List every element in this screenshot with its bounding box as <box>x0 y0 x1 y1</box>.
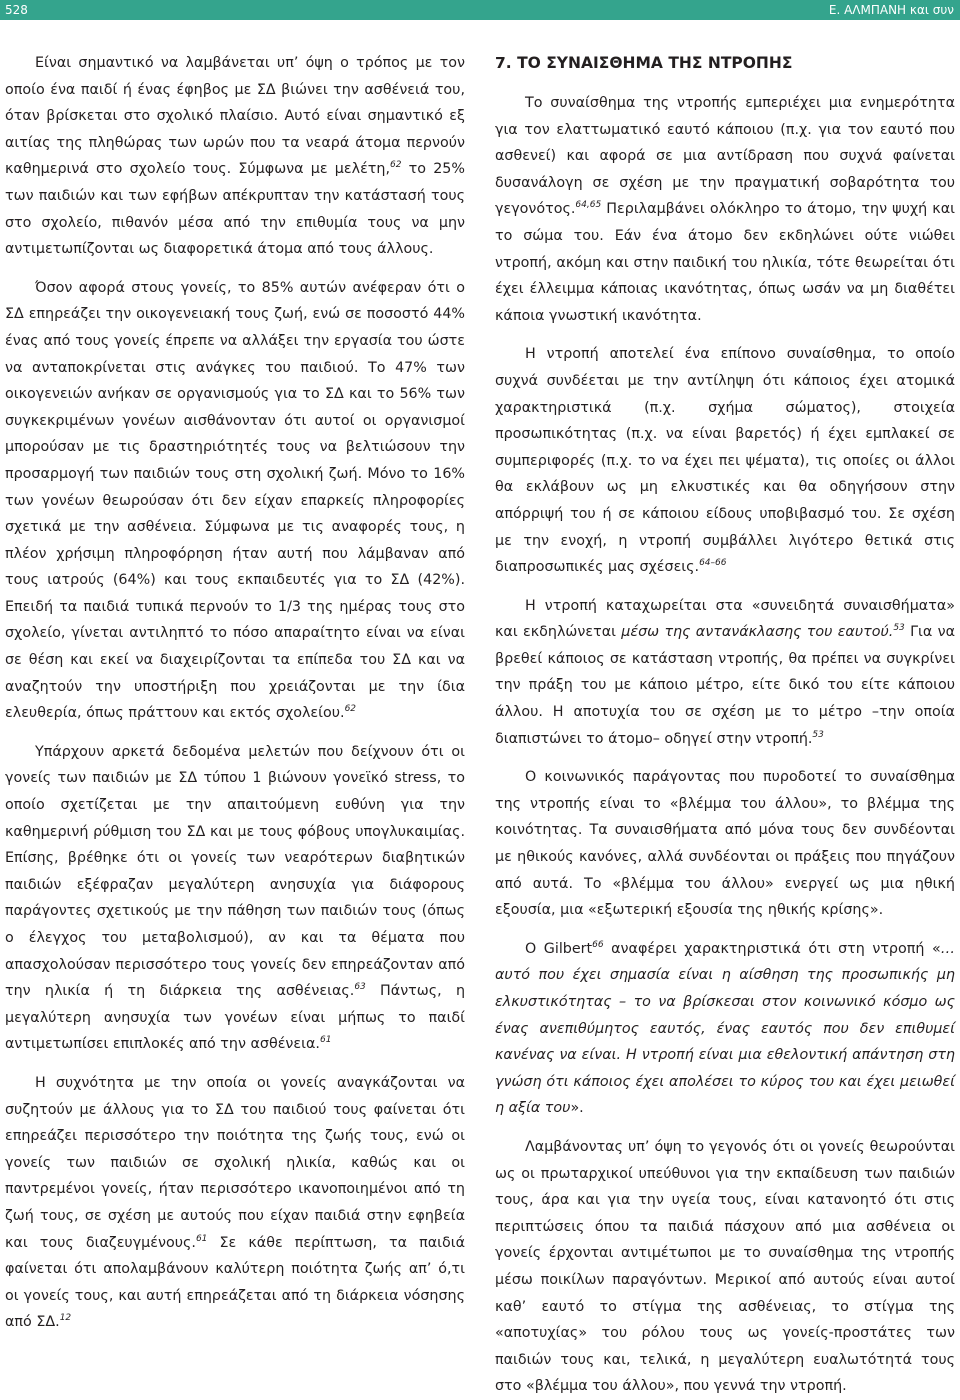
paragraph: Είναι σημαντικό να λαμβάνεται υπ’ όψη ο τρόπος με τον οποίο ένα παιδί ή ένας έφηβος με ΣΔ βιώνει την ασθένειά του, όταν βρίσκεται στο σχολικό πλαίσιο. Αυτό είναι σημαντικό εξ αιτίας της πληθώρας των ωρών που τα νεαρά άτομα περνούν καθημερινά στο σχολείο τους. Σύμφωνα με μελέτη,$^{62}$ το 25% των παιδιών και των εφήβων απέκρυπταν την κατάστασή τους στο σχολείο, πιθανόν μέσα από την επιθυμία τους να μην αντιμετωπίζονται ως διαφορετικά άτομα από τους άλλους. <box>5 55 465 258</box>
paragraph: Ο κοινωνικός παράγοντας που πυροδοτεί το συναίσθημα της ντροπής είναι το «βλέμμα του άλλου», το βλέμμα της κοινότητας. Τα συναισθήματα από μόνα τους δεν συνδέονται με ηθικούς κανόνες, αλλά συνδέονται οι πράξεις που πηγάζουν από αυτά. Το «βλέμμα του άλλου» ενεργεί ως μια ηθική εξουσία, μια «εξωτερική εξουσία της ηθικής κρίσης». <box>495 769 955 919</box>
paragraph: Το συναίσθημα της ντροπής εμπεριέχει μια ενημερότητα για τον ελαττωματικό εαυτό κάποιου (π.χ. για τον εαυτό που ασθενεί) και αφορά σε μια αντίδραση που συχνά φαίνεται δυσανάλογη σε σχέση με την πραγματική σοβαρότητα του γεγονότος.$^{64,65}$ Περιλαμβάνει ολόκληρο το άτομο, την ψυχή και το σώμα του. Εάν ένα άτομο δεν εκδηλώνει ούτε νιώθει ντροπή, ακόμη και στην παιδική του ηλικία, τότε θεωρείται ότι έχει έλλειμμα κάποιας ικανότητας, όπως ωσάν να μη διαθέτει κάποια γνωστική ικανότητα. <box>495 95 955 324</box>
paragraph: Όσον αφορά στους γονείς, το 85% αυτών ανέφεραν ότι ο ΣΔ επηρεάζει την οικογενειακή τους ζωή, ενώ σε ποσοστό 44% ένας από τους γονείς έπρεπε να αλλάξει την εργασία του ώστε να ανταποκρίνεται στις ανάγκες του παιδιού. Το 47% των οικογενειών ανήκαν σε οργανισμούς για το ΣΔ και το 56% των συγκεκριμένων γονέων αισθάνονταν ότι αυτοί οι οργανισμοί μπορούσαν με τις δραστηριότητές τους να βελτιώσουν την προσαρμογή των παιδιών τους στη σχολική ζωή. Μόνο το 16% των γονέων θεωρούσαν ότι δεν είχαν επαρκείς πληροφορίες σχετικά με την ασθένεια. Σύμφωνα με τις αναφορές τους, η πλέον χρήσιμη πληροφόρηση ήταν αυτή που λάμβαναν από τους ιατρούς (64%) και τους εκπαιδευτές για το ΣΔ (42%). Επειδή τα παιδιά τυπικά περνούν το 1/3 της ημέρας τους στο σχολείο, γίνεται αντιληπτό το πόσο απαραίτητο είναι να είναι σε θέση και εκεί να διαχειρίζονται τα επίπεδα του ΣΔ και να αναζητούν την υποστήριξη που χρειάζονται με την ίδια ελευθερία, όπως πράττουν και εκτός σχολείου.$^{62}$ <box>5 279 465 722</box>
running-head: Ε. ΑΛΜΠΑΝΗ και συν <box>828 3 954 17</box>
paragraph: Η ντροπή καταχωρείται στα «συνειδητά συναισθήματα» και εκδηλώνεται μέσω της αντανάκλασης του εαυτού.$^{53}$ Για να βρεθεί κάποιος σε κατάσταση ντροπής, θα πρέπει να συγκρίνει την πράξη του με κάποιο μέτρο, είτε δικό του είτε κάποιου άλλου. Η αποτυχία του σε σχέση με το μέτρο –την οποία διαπιστώνει το άτομο– οδηγεί στην ντροπή.$^{53}$ <box>495 597 956 747</box>
paragraph: Η ντροπή αποτελεί ένα επίπονο συναίσθημα, το οποίο συχνά συνδέεται με την αντίληψη ότι κάποιος έχει ατομικά χαρακτηριστικά (π.χ. σχήμα σώματος), στοιχεία προσωπικότητας (π.χ. να είναι βαρετός) ή έχει εμπλακεί σε συμπεριφορές (π.χ. το να έχει πει ψέματα), τις οποίες οι άλλοι θα εκλάβουν ως μη ελκυστικές και θα οδηγήσουν στην απόρριψή του ή σε κάποιου είδους υποβιβασμό του. Σε σχέση με την ενοχή, η ντροπή συμβάλλει λιγότερο θετικά στις διαπροσωπικές μας σχέσεις.$^{64-66}$ <box>495 346 955 576</box>
citation: 64–66 <box>699 558 727 569</box>
citation: 12 <box>59 1313 72 1324</box>
section-heading: 7. ΤΟ ΣΥΝΑΙΣΘΗΜΑ ΤΗΣ ΝΤΡΟΠΗΣ <box>495 54 793 72</box>
right-column <box>495 50 956 1395</box>
paragraph: Ο Gilbert$^{66}$ αναφέρει χαρακτηριστικά ότι στη ντροπή «…αυτό που έχει σημασία είναι η αίσθηση της προσωπικής μη ελκυστικότητας – το να βρίσκεσαι στον κοινωνικό κόσμο ως ένας ανεπιθύμητος εαυτός, ένας εαυτός που δεν επιθυμεί κανένας να είναι. Η ντροπή είναι μια εθελοντική απάντηση στη γνώση ότι κάποιος έχει απολέσει το κύρος του και έχει μειωθεί η αξία του». <box>495 939 955 1117</box>
paragraph: Υπάρχουν αρκετά δεδομένα μελετών που δείχνουν ότι οι γονείς των παιδιών με ΣΔ τύπου 1 βιώνουν γονεϊκό stress, το οποίο σχετίζεται με την απαιτούμενη ευθύνη για την καθημερινή ρύθμιση του ΣΔ και με τους φόβους υπογλυκαιμίας. Επίσης, βρέθηκε ότι οι γονείς των νεαρότερων διαβητικών παιδιών εξέφραζαν μεγαλύτερη ανησυχία για διάφορους παράγοντες σχετικούς με την πάθηση των παιδιών τους (όπως ο έλεγχος του μεταβολισμού), αν και τα θέματα που απασχολούσαν περισσότερο τους γονείς δεν επηρεάζονταν από την ηλικία ή τη διάρκεια της ασθένειας.$^{63}$ Πάντως, η μεγαλύτερη ανησυχία των γονέων είναι μήπως το παιδί αντιμετωπίσει επιπλοκές από την ασθένεια.$^{61}$ <box>5 743 466 1053</box>
citation: 53 <box>812 729 824 740</box>
citation: 62 <box>390 160 402 171</box>
citation: 62 <box>344 704 357 715</box>
page-header <box>0 0 960 20</box>
citation: 61 <box>319 1035 332 1046</box>
page-number: 528 <box>5 3 28 17</box>
paragraph: Λαμβάνοντας υπ’ όψη το γεγονός ότι οι γονείς θεωρούνται ως οι πρωταρχικοί υπεύθυνοι για την εκπαίδευση των παιδιών τους, άρα και για την υγεία τους, είναι κατανοητό ότι στις περιπτώσεις όπου τα παιδιά πάσχουν από μια ασθένεια οι γονείς έρχονται αντιμέτωποι με το συναίσθημα της ντροπής μέσω ποικίλων παραγόντων. Μερικοί από αυτούς είναι αυτοί καθ’ εαυτό το στίγμα της ασθένειας, το στίγμα της «αποτυχίας» του ρόλου τους ως γονείς-προστάτες των παιδιών τους και, τελικά, η μεγαλύτερη ευαλωτότητά τους στο «βλέμμα του άλλου», που γεννά την ντροπή. <box>495 1138 955 1395</box>
left-column <box>5 50 465 1338</box>
citation: 64,65 <box>575 200 602 211</box>
citation: 63 <box>354 982 366 993</box>
paragraph: Η συχνότητα με την οποία οι γονείς αναγκάζονται να συζητούν με άλλους για το ΣΔ του παιδιού τους φαίνεται ότι επηρεάζει περισσότερο την ποιότητα της ζωής τους, ενώ οι γονείς των παιδιών σε σχολική ηλικία, καθώς και οι παντρεμένοι γονείς, ήταν περισσότερο ικανοποιημένοι από τη ζωή τους, σε σχέση με αυτούς που είχαν παιδιά στην εφηβεία και τους διαζευγμένους.$^{61}$ Σε κάθε περίπτωση, τα παιδιά φαίνεται ότι απολαμβάνουν καλύτερη ποιότητα ζωής απ’ ό,τι οι γονείς τους, και αυτή επηρεάζεται από τη διάρκεια νόσησης από ΣΔ.$^{12}$ <box>5 1074 466 1331</box>
citation: 53 <box>893 623 905 634</box>
citation: 66 <box>592 939 604 950</box>
citation: 61 <box>195 1233 208 1244</box>
